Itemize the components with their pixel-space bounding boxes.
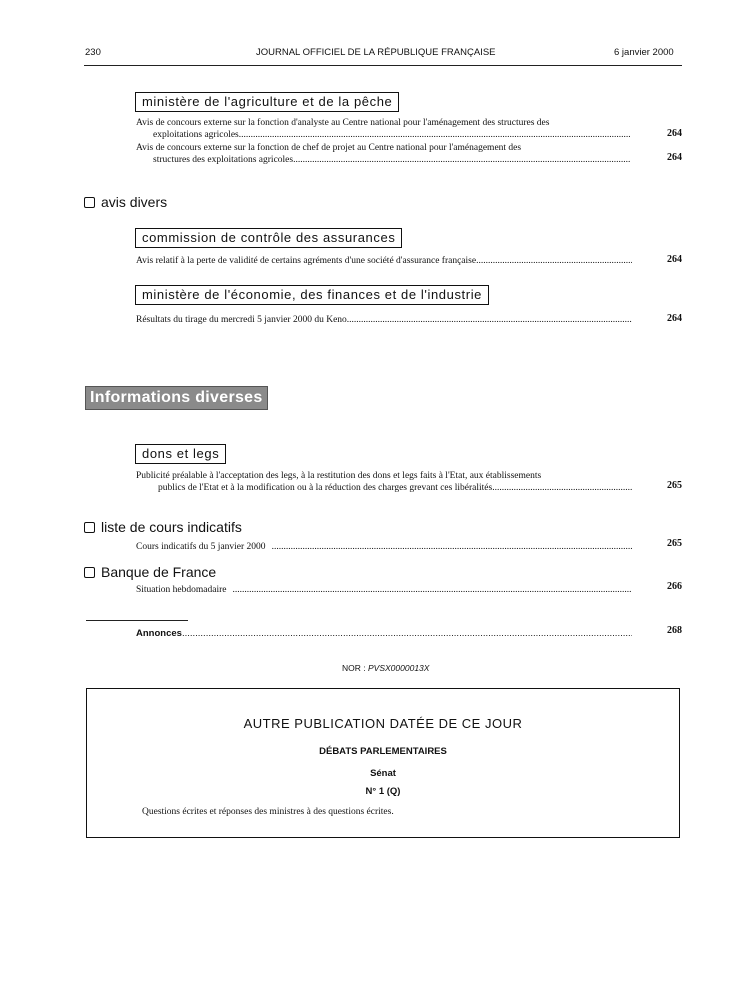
section-banque-france: Banque de France [84, 564, 216, 580]
entry-text: Avis de concours externe sur la fonction de chef de projet au Centre national pour l'aménagement des [136, 143, 522, 153]
entry-commission [136, 255, 632, 267]
entry-page: 264 [667, 313, 682, 324]
nor-reference: NOR : PVSX0000013X [342, 663, 430, 673]
section-title-economie: ministère de l'économie, des finances et de l'industrie [135, 285, 489, 305]
entry-agriculture-2 [136, 142, 684, 172]
leader-dots [347, 314, 632, 326]
section-title-dons-legs: dons et legs [135, 444, 226, 464]
entry-text: Annonces [136, 628, 182, 639]
other-publication-heading: AUTRE PUBLICATION DATÉE DE CE JOUR [243, 716, 523, 731]
entry-page: 265 [667, 538, 682, 549]
checkbox-icon [84, 197, 95, 208]
leader-dots [182, 628, 632, 640]
entry-page: 265 [667, 480, 682, 491]
entry-dons-legs [136, 470, 684, 500]
leader-dots [476, 255, 632, 267]
entry-text: Résultats du tirage du mercredi 5 janvier 2000 du Keno [136, 315, 347, 325]
entry-banque [136, 584, 632, 596]
section-title-agriculture: ministère de l'agriculture et de la pêche [135, 92, 399, 112]
section-avis-divers: avis divers [84, 194, 167, 210]
entry-page: 264 [667, 152, 682, 163]
entry-text: Situation hebdomadaire [136, 585, 227, 595]
journal-title: JOURNAL OFFICIEL DE LA RÉPUBLIQUE FRANÇAISE [256, 47, 496, 58]
leader-dots [233, 584, 633, 596]
entry-annonces [136, 628, 632, 640]
entry-text: Cours indicatifs du 5 janvier 2000 [136, 542, 266, 552]
section-title-commission: commission de contrôle des assurances [135, 228, 402, 248]
publication-description: Questions écrites et réponses des ministres à des questions écrites. [142, 807, 394, 817]
entry-page: 266 [667, 581, 682, 592]
leader-dots [239, 129, 631, 141]
header-rule [84, 65, 682, 66]
debates-heading: DÉBATS PARLEMENTAIRES [319, 746, 447, 757]
checkbox-icon [84, 567, 95, 578]
checkbox-icon [84, 522, 95, 533]
page-number: 230 [85, 47, 101, 58]
issue-number: N° 1 (Q) [365, 786, 401, 797]
leader-dots [272, 541, 632, 553]
section-liste-cours: liste de cours indicatifs [84, 519, 242, 535]
entry-cours [136, 541, 632, 553]
informations-diverses-banner: Informations diverses [85, 386, 268, 410]
entry-text: exploitations agricoles [153, 130, 239, 140]
leader-dots [492, 482, 632, 494]
leader-dots [293, 154, 631, 166]
entry-text: Avis relatif à la perte de validité de certains agréments d'une société d'assurance française [136, 256, 477, 266]
entry-page: 264 [667, 254, 682, 265]
other-publication-box [86, 688, 680, 838]
entry-text: publics de l'Etat et à la modification ou à la réduction des charges grevant ces libéralités [158, 483, 493, 493]
entry-text: structures des exploitations agricoles [153, 155, 294, 165]
entry-text: Publicité préalable à l'acceptation des legs, à la restitution des dons et legs faits à l'Etat, aux établissements [136, 471, 542, 481]
entry-text: Avis de concours externe sur la fonction d'analyste au Centre national pour l'aménagement des structures des [136, 118, 550, 128]
annonces-rule [86, 620, 188, 621]
entry-page: 268 [667, 625, 682, 636]
entry-page: 264 [667, 128, 682, 139]
entry-economie [136, 314, 632, 326]
chamber-name: Sénat [370, 768, 396, 779]
issue-date: 6 janvier 2000 [614, 47, 674, 58]
